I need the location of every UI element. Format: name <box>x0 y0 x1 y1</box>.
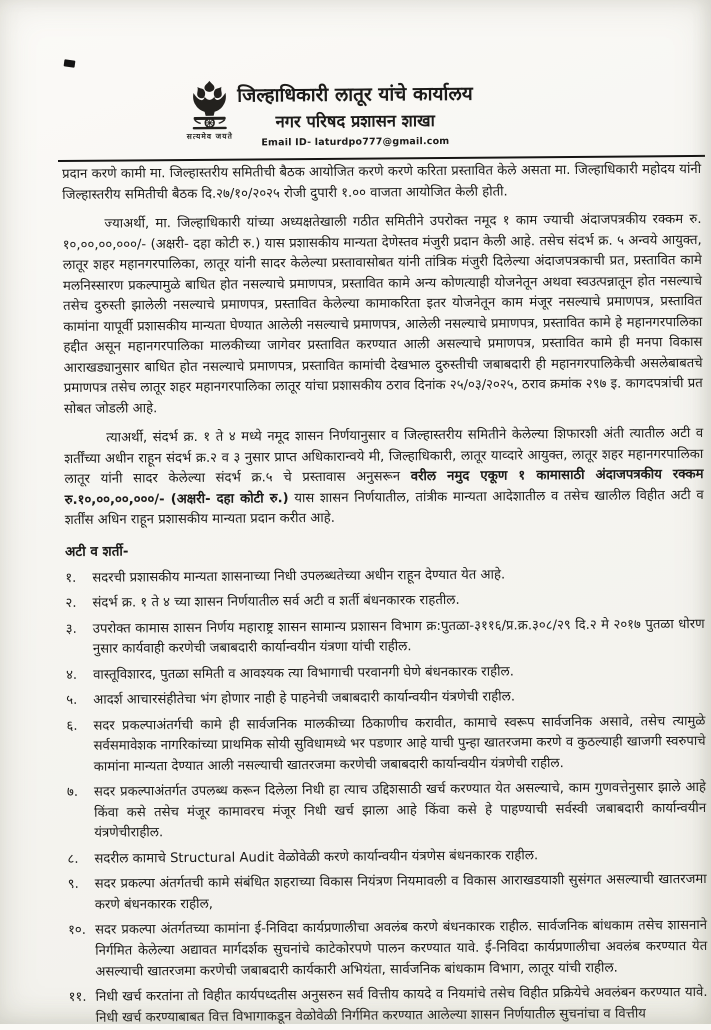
term-text: सदर प्रकल्पाअंतर्गची कामे ही सार्वजनिक मालकीच्या ठिकाणीच करावीत, कामाचे स्वरूप सार्वजनिक असावे, तसेच त्यामुळे सर्वसमावेशक नागरिकांच्या प्राथमिक सोयी सुविधामध्ये भर पडणार आहे याची पुन्हा खातरजमा करणे व कुठल्याही खाजगी स्वरुपाचे कामांना मान्यता देण्यात आली नसल्याची खातरजमा करणेची जबाबदारी कार्यान्वयीन यंत्रणेची राहील. <box>93 713 706 775</box>
term-item-4 <box>66 661 705 687</box>
terms-list <box>65 564 708 1029</box>
letterhead-text <box>0 79 711 151</box>
term-item-5 <box>66 686 705 712</box>
term-item-7 <box>67 778 706 845</box>
therefore-bold-amount: वरील नमुद एकूण १ कामासाठी अंदाजपत्रकीय रक्कम रु.१०,००,००,०००/- (अक्षरी- दहा कोटी रु.) <box>64 467 704 508</box>
department-name: नगर परिषद प्रशासन शाखा <box>275 110 435 131</box>
scan-artifact-mark <box>64 59 76 67</box>
term-number: ११. <box>68 989 87 1005</box>
term-text: सदरील कामाचे Structural Audit वेळोवेळी करणे कार्यान्वयीन यंत्रणेस बंधनकारक राहील. <box>94 848 539 867</box>
term-number: ५. <box>66 693 78 709</box>
term-text: उपरोक्त कामास शासन निर्णय महाराष्ट्र शासन सामान्य प्रशासन विभाग क्र:पुतळा-३११६/प्र.क्र.३०८/२९ दि.२ मे २०१७ पुतळा धोरण नुसार कार्यवाही करणेची जबाबदारी कार्यान्वयीन यंत्रणा यांची राहील. <box>92 616 705 658</box>
emblem-caption: सत्यमेव जयते <box>186 131 233 142</box>
terms-heading: अटी व शर्ती- <box>65 543 129 560</box>
term-text: आदर्श आचारसंहीतेचा भंग होणार नाही हे पाहनेची जबाबदारी कार्यान्वयीन यंत्रणेची राहील. <box>93 689 516 709</box>
term-text: सदर प्रकल्पा अंतर्गतच्या कामांना ई-निविदा कार्यप्रणालीचा अवलंब करणे बंधनकारक राहील. सार्वजनिक बांधकाम तसेच शासनाने निर्गमित केलेल्या अद्यावत मार्गदर्शक सुचनांचे काटेकोरपणे पालन करण्यात यावे. ई-निविदा कार्यप्रणालीचा अवलंब करण्यात येत असल्याची खातरजमा करणेची जबाबदारी कार्यकारी अभियंता, सार्वजनिक बांधकाम विभाग, लातूर यांची राहील. <box>94 918 708 980</box>
term-item-2 <box>65 589 704 615</box>
email-line: Email ID- laturdpo777@gmail.com <box>261 136 450 149</box>
paragraph-therefore <box>64 424 704 532</box>
term-item-8 <box>67 845 706 871</box>
document-body <box>0 157 711 1030</box>
therefore-pre-text: त्याअर्थी, संदर्भ क्र. १ ते ४ मध्ये नमूद शासन निर्णयानुसार व जिल्हास्तरीय समितीने केलेल्या शिफारशी अंती त्यातील अटी व शर्तींच्या अधीन राहून संदर्भ क्र.२ व ३ नुसार प्राप्त अधिकारान्वये मी, जिल्हाधिकारी, लातूर याव्दारे आयुक्त, लातूर शहर महानगरपालिका लातूर यांनी सादर केलेल्या संदर्भ क्र.५ चे प्रस्तावास अनुसरून <box>64 426 704 488</box>
term-item-9 <box>68 870 707 916</box>
term-number: ४. <box>65 667 78 683</box>
term-item-11 <box>69 983 708 1029</box>
term-text: सदर प्रकल्पाअंतर्गत उपलब्ध करून दिलेला निधी हा त्याच उद्दिशसाठी खर्च करण्यात येत असल्याचे, काम गुणवत्तेनुसार झाले आहे किंवा कसे तसेच मंजूर कामावरच मंजूर निधी खर्च झाला आहे किंवा कसे हे पाहण्याची सर्वस्वी जबाबदारी कार्यान्वयीन यंत्रणेचीराहील. <box>93 780 707 842</box>
term-number: ३. <box>65 621 77 637</box>
term-number: ९. <box>67 877 79 893</box>
term-item-3 <box>66 615 705 661</box>
term-number: ६. <box>66 718 78 734</box>
term-text: संदर्भ क्र. १ ते ४ च्या शासन निर्णयातील सर्व अटी व शर्ती बंधनकारक राहतील. <box>92 593 460 612</box>
term-number: १. <box>65 570 77 586</box>
term-number: ८. <box>67 851 79 867</box>
paragraph-whereas: ज्याअर्थी, मा. जिल्हाधिकारी यांच्या अध्यक्षतेखाली गठीत समितीने उपरोक्त नमूद १ काम ज्याची अंदाजपत्रकीय रक्कम रु. १०,००,००,०००/- (अक्षरी- दहा कोटी रु.) यास प्रशासकीय मान्यता देणेस्तव मंजुरी प्रदान केली आहे. तसेच संदर्भ क्र. ५ अन्वये आयुक्त, लातूर शहर महानगरपालिका, लातूर यांनी सादर केलेल्या प्रस्तावासोबत यांनी तांत्रिक मंजुरी दिलेल्या अंदाजपत्रकाची प्रत, प्रस्तावित कामे मलनिस्सारण प्रकल्पामुळे बाधित होत नसल्याचे प्रमाणपत्र, प्रस्तावित कामे अन्य कोणत्याही योजनेतून अथवा स्वउत्पन्नातून होत नसल्याचे तसेच दुरुस्ती झालेली नसल्याचे प्रमाणपत्र, प्रस्तावित केलेल्या कामाकरिता इतर योजनेतून काम मंजूर नसल्याचे प्रमाणपत्र, प्रस्तावित कामांना यापूर्वी प्रशासकीय मान्यता घेण्यात आलेली नसल्याचे प्रमाणपत्र, आलेली नसल्याचे प्रमाणपत्र, प्रस्तावित कामे हे महानगरपालिका हद्दीत असून महानगरपालिका मालकीच्या जागेवर प्रस्तावित करण्यात आली असल्याचे प्रमाणपत्र, प्रस्तावित कामे ही मनपा विकास आराखड्यानुसार बाधित होत नसल्याचे प्रमाणपत्र, प्रस्तावित कामांची देखभाल दुरुस्तीची जबाबदारी ही महानगरपालिकेची असलेबाबतचे प्रमाणपत्र तसेच लातूर शहर महानगरपालिका लातूर यांचा प्रशासकीय ठराव दिनांक २५/०३/२०२५, ठराव क्रमांक २९७ इ. कागदपत्रांची प्रत सोबत जोडली आहे. <box>62 211 703 417</box>
term-text: वास्तूविशारद, पुतळा समिती व आवश्यक त्या विभागाची परवानगी घेणे बंधनकारक राहील. <box>92 664 514 683</box>
term-text: सदर प्रकल्पा अंतर्गतची कामे संबंधित शहराच्या विकास नियंत्रण नियमावली व विकास आराखडयाशी सुसंगत असल्याची खातरजमा करणे बंधनकारक राहील, <box>94 872 707 913</box>
office-name: जिल्हाधिकारी लातूर यांचे कार्यालय <box>237 82 473 107</box>
term-number: १०. <box>67 923 87 939</box>
therefore-post-text: यास शासन निर्णयातील, तांत्रीक मान्यता आदेशातील व तसेच खालील विहीत अटी व शर्तींस अधिन राहून प्रशासकीय मान्यता प्रदान करीत आहे. <box>64 487 704 529</box>
term-item-6 <box>66 712 705 779</box>
term-text: सदरची प्रशासकीय मान्यता शासनाच्या निधी उपलब्धतेच्या अधीन राहून देण्यात येत आहे. <box>92 567 506 586</box>
term-text: निधी खर्च करतांना तो विहीत कार्यपध्दतीस अनुसरुन सर्व वित्तीय कायदे व नियमांचे तसेच विहीत प्रक्रियेचे अवलंबन करण्यात यावे. निधी खर्च करण्याबाबत वित्त विभागाकडून वेळोवेळी निर्गमित करण्यात आलेल्या शासन निर्णयातील सुचनांचा व वित्तीय <box>95 984 708 1026</box>
term-item-10 <box>68 916 707 983</box>
paragraph-continuation: प्रदान करणे कामी मा. जिल्हास्तरीय समितीची बैठक आयोजित करणे करणे करिता प्रस्तावित केले असता मा. जिल्हाधिकारी महोदय यांनी जिल्हास्तरीय समितीची बैठक दि.२७/१०/२०२५ रोजी दुपारी १.०० वाजता आयोजित केली होती. <box>62 161 702 203</box>
term-item-1 <box>65 564 704 590</box>
term-number: २. <box>65 596 77 612</box>
letterhead <box>0 0 711 158</box>
term-number: ७. <box>66 785 79 801</box>
